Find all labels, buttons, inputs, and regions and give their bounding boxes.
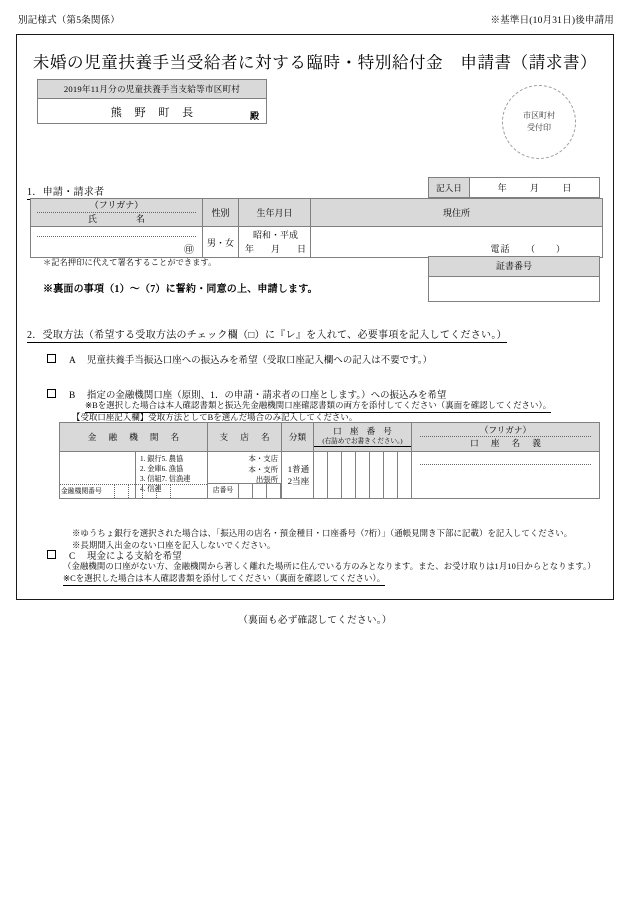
account-number-cell[interactable] xyxy=(398,452,411,498)
birth-ymd: 年 月 日 xyxy=(245,243,311,254)
header-holder-furigana: （フリガナ） xyxy=(420,426,591,437)
entry-date-label: 記入日 xyxy=(429,178,470,197)
header-address: 現住所 xyxy=(311,199,603,227)
header-account-number-sub: (右詰めでお書きください。) xyxy=(314,438,411,447)
table-row xyxy=(31,199,603,227)
account-number-field[interactable] xyxy=(314,452,412,499)
reception-stamp-area xyxy=(502,85,576,159)
bank-name-field[interactable] xyxy=(60,452,208,499)
branch-type-line-1: 本・支店 xyxy=(248,454,278,463)
header-name xyxy=(31,199,203,227)
account-number-cell[interactable] xyxy=(314,452,328,498)
note-yucho: ※ゆうちょ銀行を選択された場合は、「振込用の店名・預金種目・口座番号（7桁）」（通帳見開き下部に記載）を記入してください。 xyxy=(72,529,573,538)
note-b-attachments: ※Bを選択した場合は本人確認書類と振込先金融機関口座確認書類の両方を添付してください（裏面を確認してください）。 xyxy=(85,399,551,413)
holder-furigana-dotted-line xyxy=(420,464,591,465)
address-field[interactable] xyxy=(311,227,603,258)
branch-code-label: 店番号 xyxy=(208,484,239,498)
note-b-account-entry: 【受取口座記入欄】受取方法としてBを選んだ場合のみ記入してください。 xyxy=(72,413,358,422)
branch-code-cell[interactable] xyxy=(239,484,253,498)
addressee-mayor: 熊 野 町 長 xyxy=(110,107,199,119)
addressee-municipality-label: 2019年11月分の児童扶養手当支給等市区町村 xyxy=(38,80,266,99)
reception-stamp-line1: 市区町村 xyxy=(523,111,555,121)
bank-code-cell[interactable] xyxy=(114,485,128,498)
addressee-mayor-row xyxy=(38,99,266,123)
table-row xyxy=(60,452,600,499)
applicant-table xyxy=(30,198,603,258)
section2-heading: 2．受取方法（希望する受取方法のチェック欄（□）に『レ』を入れて、必要事項を記入してください。） xyxy=(27,326,507,343)
certificate-number-label: 証書番号 xyxy=(429,257,599,277)
choice-c-text: 現金による支給を希望 xyxy=(87,552,182,562)
header-account-type: 分類 xyxy=(282,423,314,452)
choice-c-letter: C xyxy=(69,552,76,562)
bank-type-line-3: 3. 信組7. 信漁連 xyxy=(140,474,191,483)
account-type-option-2[interactable]: 2当座 xyxy=(287,476,310,486)
form-code: 別記様式（第5条関係） xyxy=(18,16,120,26)
branch-code-cell[interactable] xyxy=(267,484,281,498)
table-row xyxy=(60,423,600,452)
bank-type-line-4: 4. 信連 xyxy=(140,484,162,493)
choice-b-letter: B xyxy=(69,391,76,401)
account-holder-field[interactable] xyxy=(412,452,600,499)
header-furigana: （フリガナ） xyxy=(37,201,196,212)
choice-b-text: 指定の金融機関口座（原則、1．の申請・請求者の口座とします。）への振込みを希望 xyxy=(87,391,447,401)
reception-stamp-line2: 受付印 xyxy=(527,123,551,132)
form-frame xyxy=(16,34,614,600)
account-number-cell[interactable] xyxy=(384,452,398,498)
note-signature: ＊記名押印に代えて署名することができます。 xyxy=(43,258,217,267)
bank-account-table xyxy=(59,422,600,499)
choice-a-row[interactable] xyxy=(47,352,432,366)
header-branch-name: 支 店 名 xyxy=(208,423,282,452)
addressee-box xyxy=(37,79,267,124)
entry-date-box xyxy=(428,177,600,198)
account-number-cell[interactable] xyxy=(328,452,342,498)
name-field[interactable] xyxy=(31,227,203,258)
branch-code-cell[interactable] xyxy=(253,484,267,498)
header-account-holder xyxy=(412,423,600,452)
header-bank-name: 金 融 機 関 名 xyxy=(60,423,208,452)
header-name-label: 氏 名 xyxy=(87,213,152,224)
branch-type-line-2: 本・支所 xyxy=(248,464,278,474)
note-pledge: ※裏面の事項（1）～（7）に誓約・同意の上、申請します。 xyxy=(43,284,318,295)
certificate-number-box xyxy=(428,256,600,302)
header-account-number-main: 口 座 番 号 xyxy=(333,426,395,437)
addressee-honorific: 殿 xyxy=(249,111,259,121)
entry-date-month: 月 xyxy=(529,183,539,193)
birthdate-field[interactable] xyxy=(239,227,311,258)
branch-type-line-3: 出張所 xyxy=(255,475,278,485)
entry-date-day: 日 xyxy=(562,183,572,193)
seal-icon: ㊞ xyxy=(184,245,194,256)
certificate-number-value[interactable] xyxy=(429,277,599,301)
account-type-option-1[interactable]: 1普通 xyxy=(287,463,310,474)
birth-era: 昭和・平成 xyxy=(252,230,298,241)
checkbox-a[interactable] xyxy=(47,354,56,363)
bank-code-cells[interactable] xyxy=(114,485,171,498)
entry-date-year: 年 xyxy=(497,183,507,193)
top-header xyxy=(18,12,614,28)
branch-code-cells[interactable] xyxy=(239,484,281,498)
bank-code-cell[interactable] xyxy=(128,485,142,498)
choice-a-text: 児童扶養手当振込口座への振込みを希望（受取口座記入欄への記入は不要です。） xyxy=(87,356,433,366)
gender-field[interactable]: 男・女 xyxy=(203,227,239,258)
bank-code-label: 金融機関番号 xyxy=(61,488,102,495)
checkbox-b[interactable] xyxy=(47,389,56,398)
note-c-conditions: （金融機関の口座がない方、金融機関から著しく離れた場所に住んでいる方のみとなります。また、お受け取りは1月10日からとなります。） xyxy=(63,562,596,571)
bank-code-cell[interactable] xyxy=(142,485,156,498)
branch-name-field[interactable] xyxy=(208,452,282,499)
account-number-cell[interactable] xyxy=(356,452,370,498)
checkbox-c[interactable] xyxy=(47,550,56,559)
furigana-dotted-line xyxy=(37,236,196,237)
header-gender: 性別 xyxy=(203,199,239,227)
table-row xyxy=(31,227,603,258)
page-title: 未婚の児童扶養手当受給者に対する臨時・特別給付金 申請書（請求書） xyxy=(32,53,598,72)
usage-note: ※基準日(10月31日)後申請用 xyxy=(490,16,614,26)
branch-type-options[interactable] xyxy=(248,454,278,486)
note-c-attachments: ※Cを選択した場合は本人確認書類を添付してください（裏面を確認してください）。 xyxy=(63,572,385,586)
bank-type-line-1: 1. 銀行5. 農協 xyxy=(140,455,184,463)
bank-type-line-2: 2. 金庫6. 漁協 xyxy=(140,464,184,473)
header-birthdate: 生年月日 xyxy=(239,199,311,227)
footer-note: （裏面も必ず確認してください。） xyxy=(238,615,392,626)
account-number-cell[interactable] xyxy=(342,452,356,498)
account-number-cell[interactable] xyxy=(370,452,384,498)
account-type-field[interactable] xyxy=(282,452,314,499)
header-account-number xyxy=(314,423,412,452)
choice-a-letter: A xyxy=(69,356,76,366)
header-holder-name: 口 座 名 義 xyxy=(470,438,546,448)
bank-code-row xyxy=(60,484,207,498)
telephone-field[interactable]: 電話 （ ） xyxy=(490,244,566,254)
account-number-cells[interactable] xyxy=(314,452,411,498)
note-dormant-account: ※長期間入出金のない口座を記入しないでください。 xyxy=(72,541,276,550)
section1-heading: 1．申請・請求者 xyxy=(27,183,104,200)
bank-code-cell[interactable] xyxy=(156,485,171,498)
branch-code-row xyxy=(208,483,281,498)
entry-date-value[interactable] xyxy=(470,178,599,197)
